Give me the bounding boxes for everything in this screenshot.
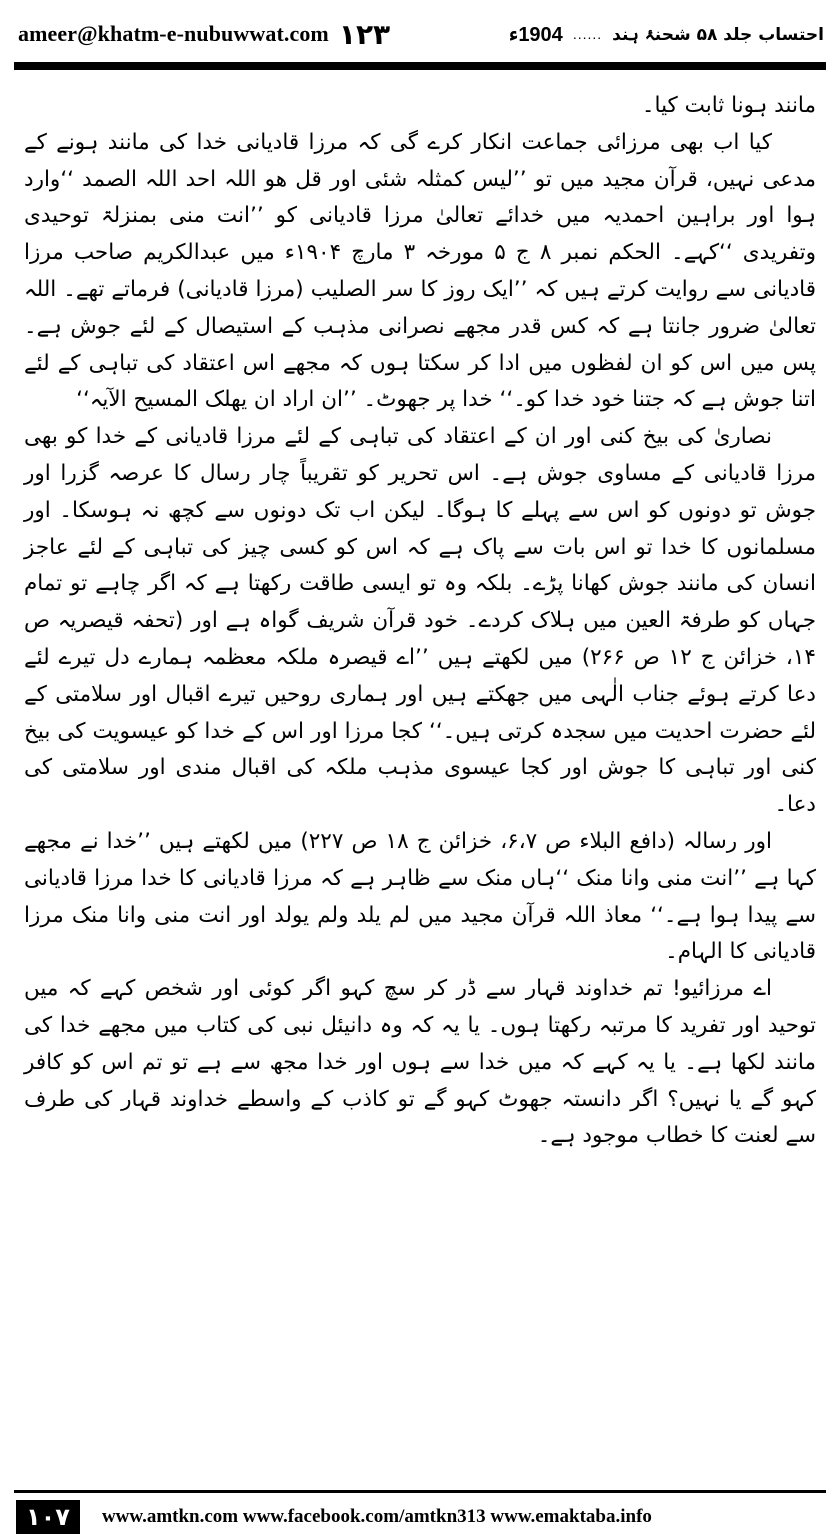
paragraph-1: مانند ہونا ثابت کیا۔ — [641, 93, 816, 118]
footer-page-number: ۱۰۷ — [16, 1500, 80, 1534]
header-page-number: ۱۲۳ — [338, 17, 391, 51]
header-year: 1904ء — [508, 23, 563, 46]
header-separator: ...... — [572, 26, 603, 42]
header-email-link[interactable]: ameer@khatm-e-nubuwwat.com — [18, 21, 329, 46]
footer-divider — [14, 1490, 826, 1493]
header-series-title: احتساب جلد ۵۸ شحنۂ ہند — [612, 24, 824, 45]
header-left — [18, 18, 390, 51]
header-divider — [14, 62, 826, 70]
page-footer — [16, 1500, 826, 1534]
page-header — [18, 14, 824, 54]
paragraph-4: اور رسالہ (دافع البلاء ص ۶،۷، خزائن ج ۱۸ ص ۲۲۷) میں لکھتے ہیں ’’خدا نے مجھے کہا ہے ’’انت منی وانا منک ‘‘ہاں منک سے ظاہر ہے کہ مرزا قادیانی کا خدا مرزا قادیانی سے پیدا ہوا ہے۔‘‘ معاذ اللہ قرآن مجید میں لم یلد ولم یولد اور انت منی وانا منک مرزا قادیانی کا الہام۔ — [24, 828, 816, 965]
page-body — [24, 88, 816, 1155]
paragraph-5: اے مرزائیو! تم خداوند قہار سے ڈر کر سچ کہو اگر کوئی اور شخص کہے کہ میں توحید اور تفرید کا مرتبہ رکھتا ہوں۔ یا یہ کہ وہ دانیئل نبی کی کتاب میں مجھے خدا کی مانند لکھا ہے۔ یا یہ کہے کہ میں خدا سے ہوں اور خدا مجھ سے ہے تو تم اس کو کافر کہو گے یا نہیں؟ اگر دانستہ جھوٹ کہو گے تو کاذب کے واسطے خداوند قہار کی طرف سے لعنت کا خطاب موجود ہے۔ — [24, 976, 816, 1149]
paragraph-2: کیا اب بھی مرزائی جماعت انکار کرے گی کہ مرزا قادیانی خدا کی مانند ہونے کے مدعی نہیں، قرآن مجید میں تو ’’لیس کمثلہ شئی اور قل ھو اللہ احد اللہ الصمد ‘‘وارد ہوا اور براہین احمدیہ میں خدائے تعالیٰ مرزا قادیانی کو ’’انت منی بمنزلۃ توحیدی وتفریدی ‘‘کہے۔ الحکم نمبر ۸ ج ۵ مورخہ ۳ مارچ ۱۹۰۴ء میں عبدالکریم صاحب مرزا قادیانی سے روایت کرتے ہیں کہ ’’ایک روز کا سر الصلیب (مرزا قادیانی) فرماتے تھے۔ اللہ تعالیٰ ضرور جانتا ہے کہ کس قدر مجھے نصرانی مذہب کے استیصال کے لئے جوش ہے۔ پس میں اس کو ان لفظوں میں ادا کر سکتا ہوں کہ مجھے اس اعتقاد کی تباہی کے لئے اتنا جوش ہے کہ جتنا خود خدا کو۔‘‘ خدا پر جھوٹ۔ ’’ان اراد ان یھلک المسیح الآیہ‘‘ — [24, 129, 817, 413]
footer-website-links[interactable]: www.amtkn.com www.facebook.com/amtkn313 www.emaktaba.info — [101, 1506, 652, 1527]
paragraph-3: نصاریٰ کی بیخ کنی اور ان کے اعتقاد کی تباہی کے لئے مرزا قادیانی کے خدا کو بھی مرزا قادیانی کے مساوی جوش ہے۔ اس تحریر کو تقریباً چار رسال کا عرصہ گزرا اور جوش تو دونوں کو اس سے پہلے کا ہوگا۔ لیکن اب تک دونوں سے کچھ نہ ہوسکا۔ اور مسلمانوں کا خدا تو اس بات سے پاک ہے کہ اس کو کسی چیز کی تباہی کے لئے عاجز انسان کی مانند جوش کھانا پڑے۔ بلکہ وہ تو ایسی طاقت رکھتا ہے کہ اگر چاہے تو تمام جہاں کو طرفۃ العین میں ہلاک کردے۔ خود قرآن شریف گواہ ہے اور (تحفہ قیصریہ ص ۱۴، خزائن ج ۱۲ ص ۲۶۶) میں لکھتے ہیں ’’اے قیصرہ ملکہ معظمہ ہمارے دل تیرے لئے دعا کرتے ہوئے جناب الٰہی میں جھکتے ہیں اور ہماری روحیں تیرے اقبال اور سلامتی کے لئے حضرت احدیت میں سجدہ کرتی ہیں۔‘‘ کجا مرزا اور اس کے خدا کو عیسویت کی بیخ کنی اور تباہی کا جوش اور کجا عیسوی مذہب ملکہ کی اقبال مندی اور سلامتی کی دعا۔ — [24, 424, 816, 818]
header-right — [509, 22, 824, 47]
